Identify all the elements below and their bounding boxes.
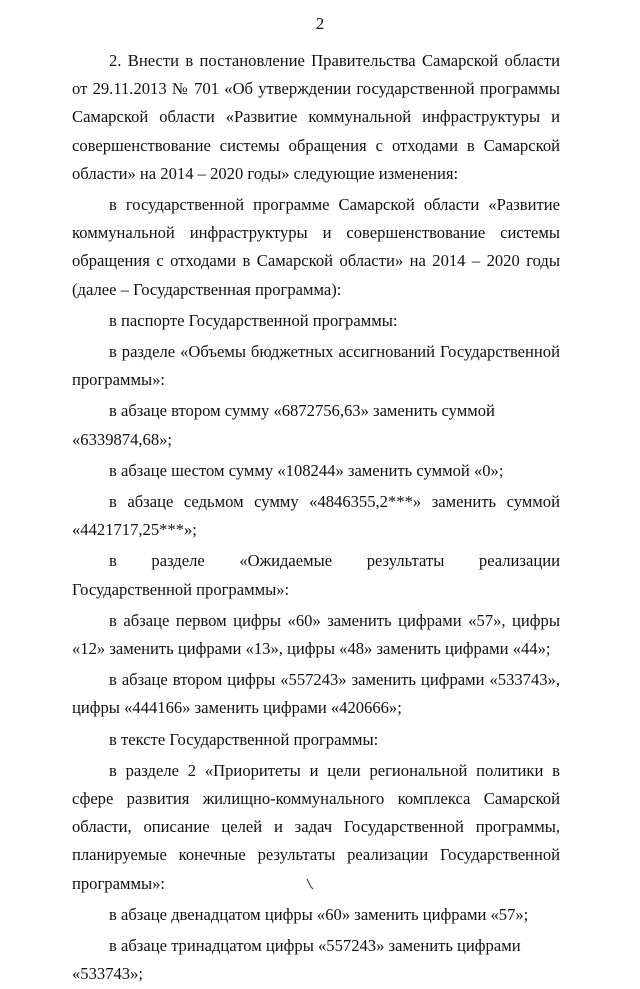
pen-mark-icon (305, 878, 315, 890)
paragraph-budget-section: в разделе «Объемы бюджетных ассигнований Государственной программы»: (72, 342, 560, 390)
paragraph-program-text: в тексте Государственной программы: (109, 729, 379, 749)
paragraph-second-figures: в абзаце втором цифры «557243» заменить цифрами «533743», цифры «444166» заменить цифрами «420666»; (72, 670, 560, 718)
paragraph-section-2: в разделе 2 «Приоритеты и цели региональной политики в сфере развития жилищно-коммунального комплекса Самарской области, описание целей и задач Государственной программы, планируемые конечные результаты реализации Государственной программы»: (72, 760, 560, 893)
paragraph-seventh-sum: в абзаце седьмом сумму «4846355,2***» заменить суммой «4421717,25***»; (72, 492, 560, 540)
paragraph-state-program: в государственной программе Самарской области «Развитие коммунальной инфраструктуры и совершенствование системы обращения с отходами в Самарской области» на 2014 – 2020 годы (далее – Государственная программа): (72, 195, 560, 299)
paragraph-second-sum: в абзаце втором сумму «6872756,63» заменить суммой «6339874,68»; (72, 401, 495, 449)
paragraph-passport: в паспорте Государственной программы: (109, 310, 398, 330)
page-number: 2 (315, 14, 325, 33)
document-body (72, 47, 560, 989)
paragraph-expected-results-section: в разделе «Ожидаемые результаты реализации Государственной программы»: (72, 551, 560, 599)
paragraph-sixth-sum: в абзаце шестом сумму «108244» заменить суммой «0»; (109, 460, 504, 480)
paragraph-twelfth-figures: в абзаце двенадцатом цифры «60» заменить цифрами «57»; (109, 904, 529, 924)
paragraph-first-figures: в абзаце первом цифры «60» заменить цифрами «57», цифры «12» заменить цифрами «13», цифры «48» заменить цифрами «44»; (72, 610, 560, 659)
paragraph-amendment-intro: 2. Внести в постановление Правительства Самарской области от 29.11.2013 № 701 «Об утверждении государственной программы Самарской области «Развитие коммунальной инфраструктуры и совершенствование системы обращения с отходами в Самарской области» на 2014 – 2020 годы» следующие изменения: (72, 51, 560, 183)
paragraph-thirteenth-figures: в абзаце тринадцатом цифры «557243» заменить цифрами «533743»; (72, 936, 521, 984)
